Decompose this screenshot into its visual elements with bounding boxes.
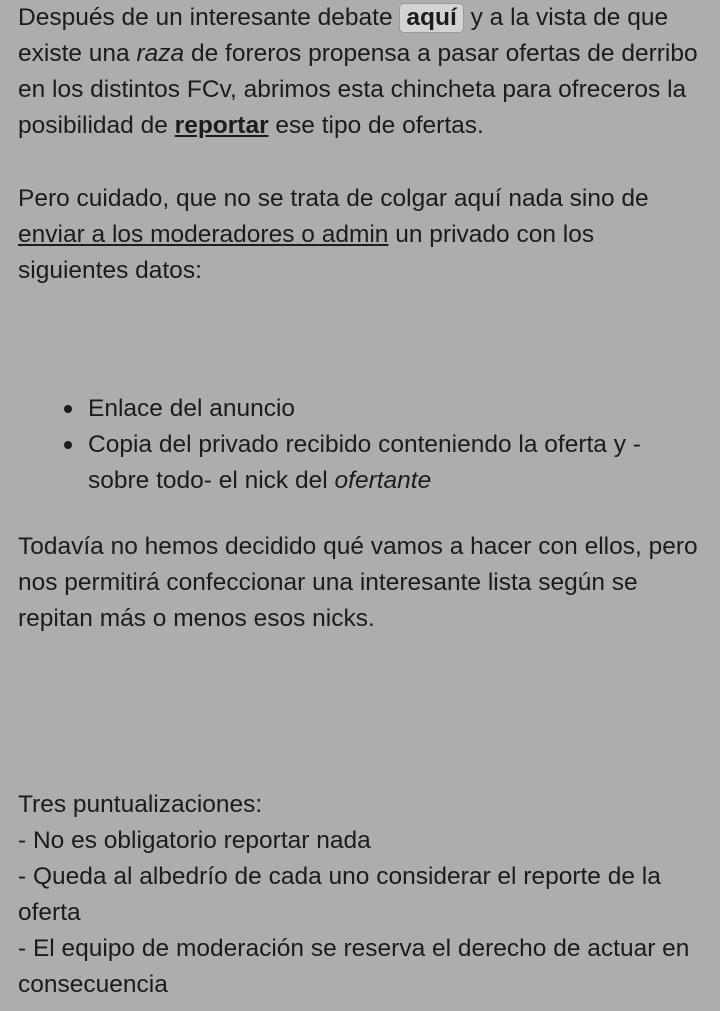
intro-text-3: de foreros propensa a pasar ofertas de derribo en los distintos FCv, abrimos esta chincheta para ofreceros la posibilidad de [18, 40, 698, 139]
list-item [18, 391, 708, 427]
list-item [18, 427, 708, 499]
intro-text-2: y a la vista de que existe una [18, 4, 669, 67]
bullet-icon [64, 441, 72, 449]
note-line: - Queda al albedrío de cada uno considerar el reporte de la oferta [18, 863, 661, 926]
ofertante-emphasis: ofertante [334, 467, 432, 494]
intro-paragraph [18, 0, 708, 144]
note-line: - No es obligatorio reportar nada [18, 827, 371, 854]
enviar-moderadores-link[interactable]: enviar a los moderadores o admin [18, 221, 389, 248]
list-item-text: Enlace del anuncio [88, 395, 296, 422]
warning-text-2: un privado con los siguientes datos: [18, 221, 595, 284]
bullet-icon [64, 405, 72, 413]
aqui-link[interactable]: aquí [399, 3, 463, 33]
note-line: - El equipo de moderación se reserva el derecho de actuar en consecuencia [18, 935, 690, 998]
intro-text-4: ese tipo de ofertas. [275, 112, 484, 139]
notes-heading: Tres puntualizaciones: [18, 791, 263, 818]
data-list [18, 391, 708, 499]
reportar-link[interactable]: reportar [174, 112, 269, 139]
lista-paragraph: Todavía no hemos decidido qué vamos a hacer con ellos, pero nos permitirá confeccionar una interesante lista según se repitan más o menos esos nicks. [18, 533, 698, 632]
intro-text-1: Después de un interesante debate [18, 4, 393, 31]
notes-paragraph [18, 787, 708, 1003]
warning-text-1: Pero cuidado, que no se trata de colgar aquí nada sino de [18, 185, 649, 212]
warning-paragraph [18, 181, 708, 289]
raza-emphasis: raza [136, 40, 185, 67]
list-item-text: Copia del privado recibido conteniendo la oferta y - sobre todo- el nick del [88, 431, 641, 494]
